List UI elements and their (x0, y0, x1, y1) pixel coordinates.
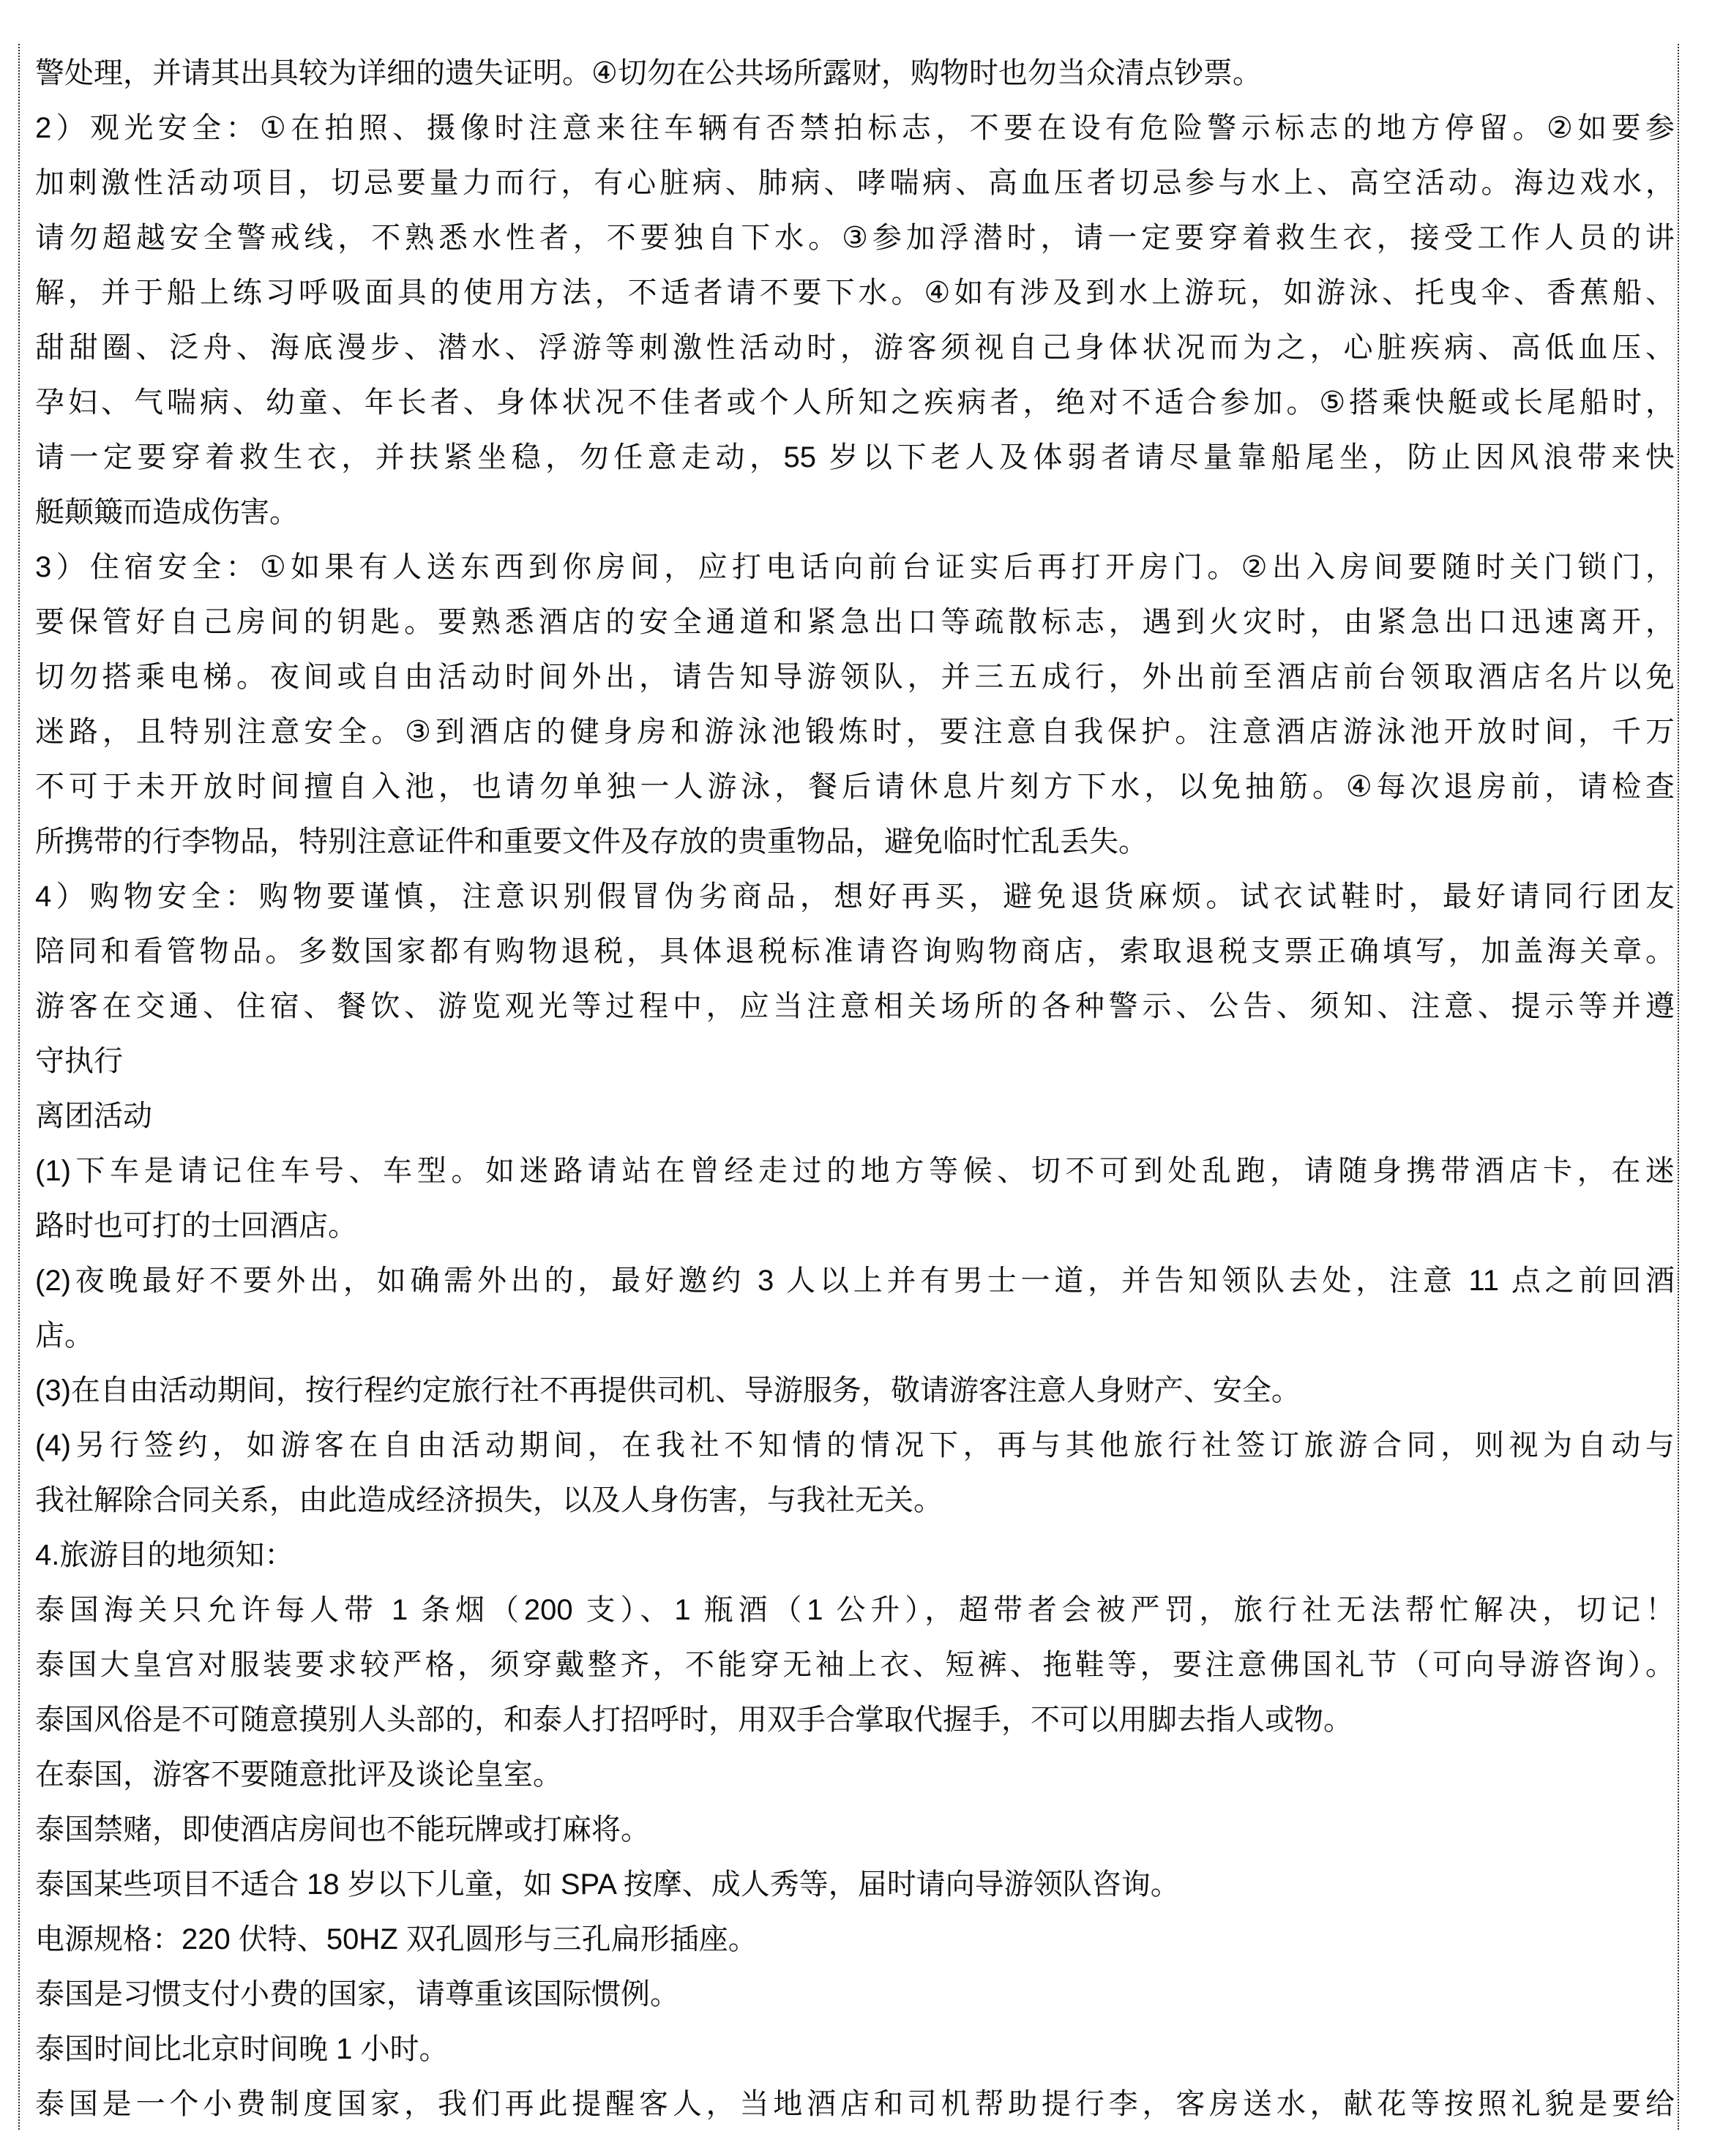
text-line: 请一定要穿着救生衣，并扶紧坐稳，勿任意走动，55 岁以下老人及体弱者请尽量靠船尾坐，防止因风浪带来快 (35, 441, 1675, 474)
text-line: (1)下车是请记住车号、车型。如迷路请站在曾经走过的地方等候、切不可到处乱跑，请随身携带酒店卡，在迷 (35, 1155, 1675, 1187)
text-line: 3）住宿安全：①如果有人送东西到你房间，应打电话向前台证实后再打开房门。②出入房间要随时关门锁门， (35, 551, 1675, 583)
text-line: 陪同和看管物品。多数国家都有购物退税，具体退税标准请咨询购物商店，索取退税支票正确填写，加盖海关章。 (35, 935, 1675, 967)
text-line: 泰国海关只允许每人带 1 条烟（200 支）、1 瓶酒（1 公升），超带者会被严罚，旅行社无法帮忙解决，切记！ (35, 1594, 1675, 1626)
text-line: 要保管好自己房间的钥匙。要熟悉酒店的安全通道和紧急出口等疏散标志，遇到火灾时，由紧急出口迅速离开， (35, 606, 1675, 638)
text-line: 泰国是习惯支付小费的国家，请尊重该国际惯例。 (35, 1978, 679, 2010)
text-line: 泰国禁赌，即使酒店房间也不能玩牌或打麻将。 (35, 1813, 650, 1846)
text-line: (3)在自由活动期间，按行程约定旅行社不再提供司机、导游服务，敬请游客注意人身财产、安全。 (35, 1374, 1301, 1407)
text-line: 警处理，并请其出具较为详细的遗失证明。④切勿在公共场所露财，购物时也勿当众清点钞票。 (35, 57, 1262, 89)
text-line: 请勿超越安全警戒线，不熟悉水性者，不要独自下水。③参加浮潜时，请一定要穿着救生衣，接受工作人员的讲 (35, 222, 1675, 254)
text-line: 孕妇、气喘病、幼童、年长者、身体状况不佳者或个人所知之疾病者，绝对不适合参加。⑤搭乘快艇或长尾船时， (35, 386, 1675, 419)
text-line: 泰国某些项目不适合 18 岁以下儿童，如 SPA 按摩、成人秀等，届时请向导游领队咨询。 (35, 1868, 1180, 1901)
text-line: (2)夜晚最好不要外出，如确需外出的，最好邀约 3 人以上并有男士一道，并告知领队去处，注意 11 点之前回酒 (35, 1265, 1675, 1297)
text-line: 泰国风俗是不可随意摸别人头部的，和泰人打招呼时，用双手合掌取代握手，不可以用脚去指人或物。 (35, 1704, 1353, 1736)
text-line: 在泰国，游客不要随意批评及谈论皇室。 (35, 1759, 562, 1791)
text-line: 切勿搭乘电梯。夜间或自由活动时间外出，请告知导游领队，并三五成行，外出前至酒店前台领取酒店名片以免 (35, 661, 1675, 693)
section-title-line: 离团活动 (35, 1100, 152, 1132)
text-line: (4)另行签约，如游客在自由活动期间，在我社不知情的情况下，再与其他旅行社签订旅游合同，则视为自动与 (35, 1429, 1675, 1461)
text-line: 店。 (35, 1320, 94, 1352)
text-line: 2）观光安全：①在拍照、摄像时注意来往车辆有否禁拍标志，不要在设有危险警示标志的地方停留。②如要参 (35, 112, 1675, 144)
text-line: 我社解除合同关系，由此造成经济损失，以及人身伤害，与我社无关。 (35, 1484, 943, 1516)
text-line: 路时也可打的士回酒店。 (35, 1210, 357, 1242)
text-line: 艇颠簸而造成伤害。 (35, 496, 299, 528)
text-line: 电源规格：220 伏特、50HZ 双孔圆形与三孔扁形插座。 (35, 1923, 758, 1955)
text-line: 所携带的行李物品，特别注意证件和重要文件及存放的贵重物品，避免临时忙乱丢失。 (35, 826, 1148, 858)
text-line: 泰国是一个小费制度国家，我们再此提醒客人，当地酒店和司机帮助提行李，客房送水，献花等按照礼貌是要给 (35, 2088, 1675, 2120)
section-title-line: 4.旅游目的地须知： (35, 1539, 294, 1571)
text-line: 迷路，且特别注意安全。③到酒店的健身房和游泳池锻炼时，要注意自我保护。注意酒店游泳池开放时间，千万 (35, 716, 1675, 748)
text-line: 游客在交通、住宿、餐饮、游览观光等过程中，应当注意相关场所的各种警示、公告、须知、注意、提示等并遵 (35, 990, 1675, 1022)
text-line: 守执行 (35, 1045, 123, 1077)
text-line: 甜甜圈、泛舟、海底漫步、潜水、浮游等刺激性活动时，游客须视自己身体状况而为之，心脏疾病、高低血压、 (35, 332, 1675, 364)
text-line: 4）购物安全：购物要谨慎，注意识别假冒伪劣商品，想好再买，避免退货麻烦。试衣试鞋时，最好请同行团友 (35, 880, 1675, 913)
text-line: 泰国时间比北京时间晚 1 小时。 (35, 2033, 449, 2065)
text-line: 不可于未开放时间擅自入池，也请勿单独一人游泳，餐后请休息片刻方下水，以免抽筋。④每次退房前，请检查 (35, 771, 1675, 803)
document-page (18, 44, 1679, 2130)
text-line: 泰国大皇宫对服装要求较严格，须穿戴整齐，不能穿无袖上衣、短裤、拖鞋等，要注意佛国礼节（可向导游咨询）。 (35, 1649, 1675, 1681)
text-line: 加刺激性活动项目，切忌要量力而行，有心脏病、肺病、哮喘病、高血压者切忌参与水上、高空活动。海边戏水， (35, 167, 1675, 199)
text-line: 解，并于船上练习呼吸面具的使用方法，不适者请不要下水。④如有涉及到水上游玩，如游泳、托曳伞、香蕉船、 (35, 277, 1675, 309)
